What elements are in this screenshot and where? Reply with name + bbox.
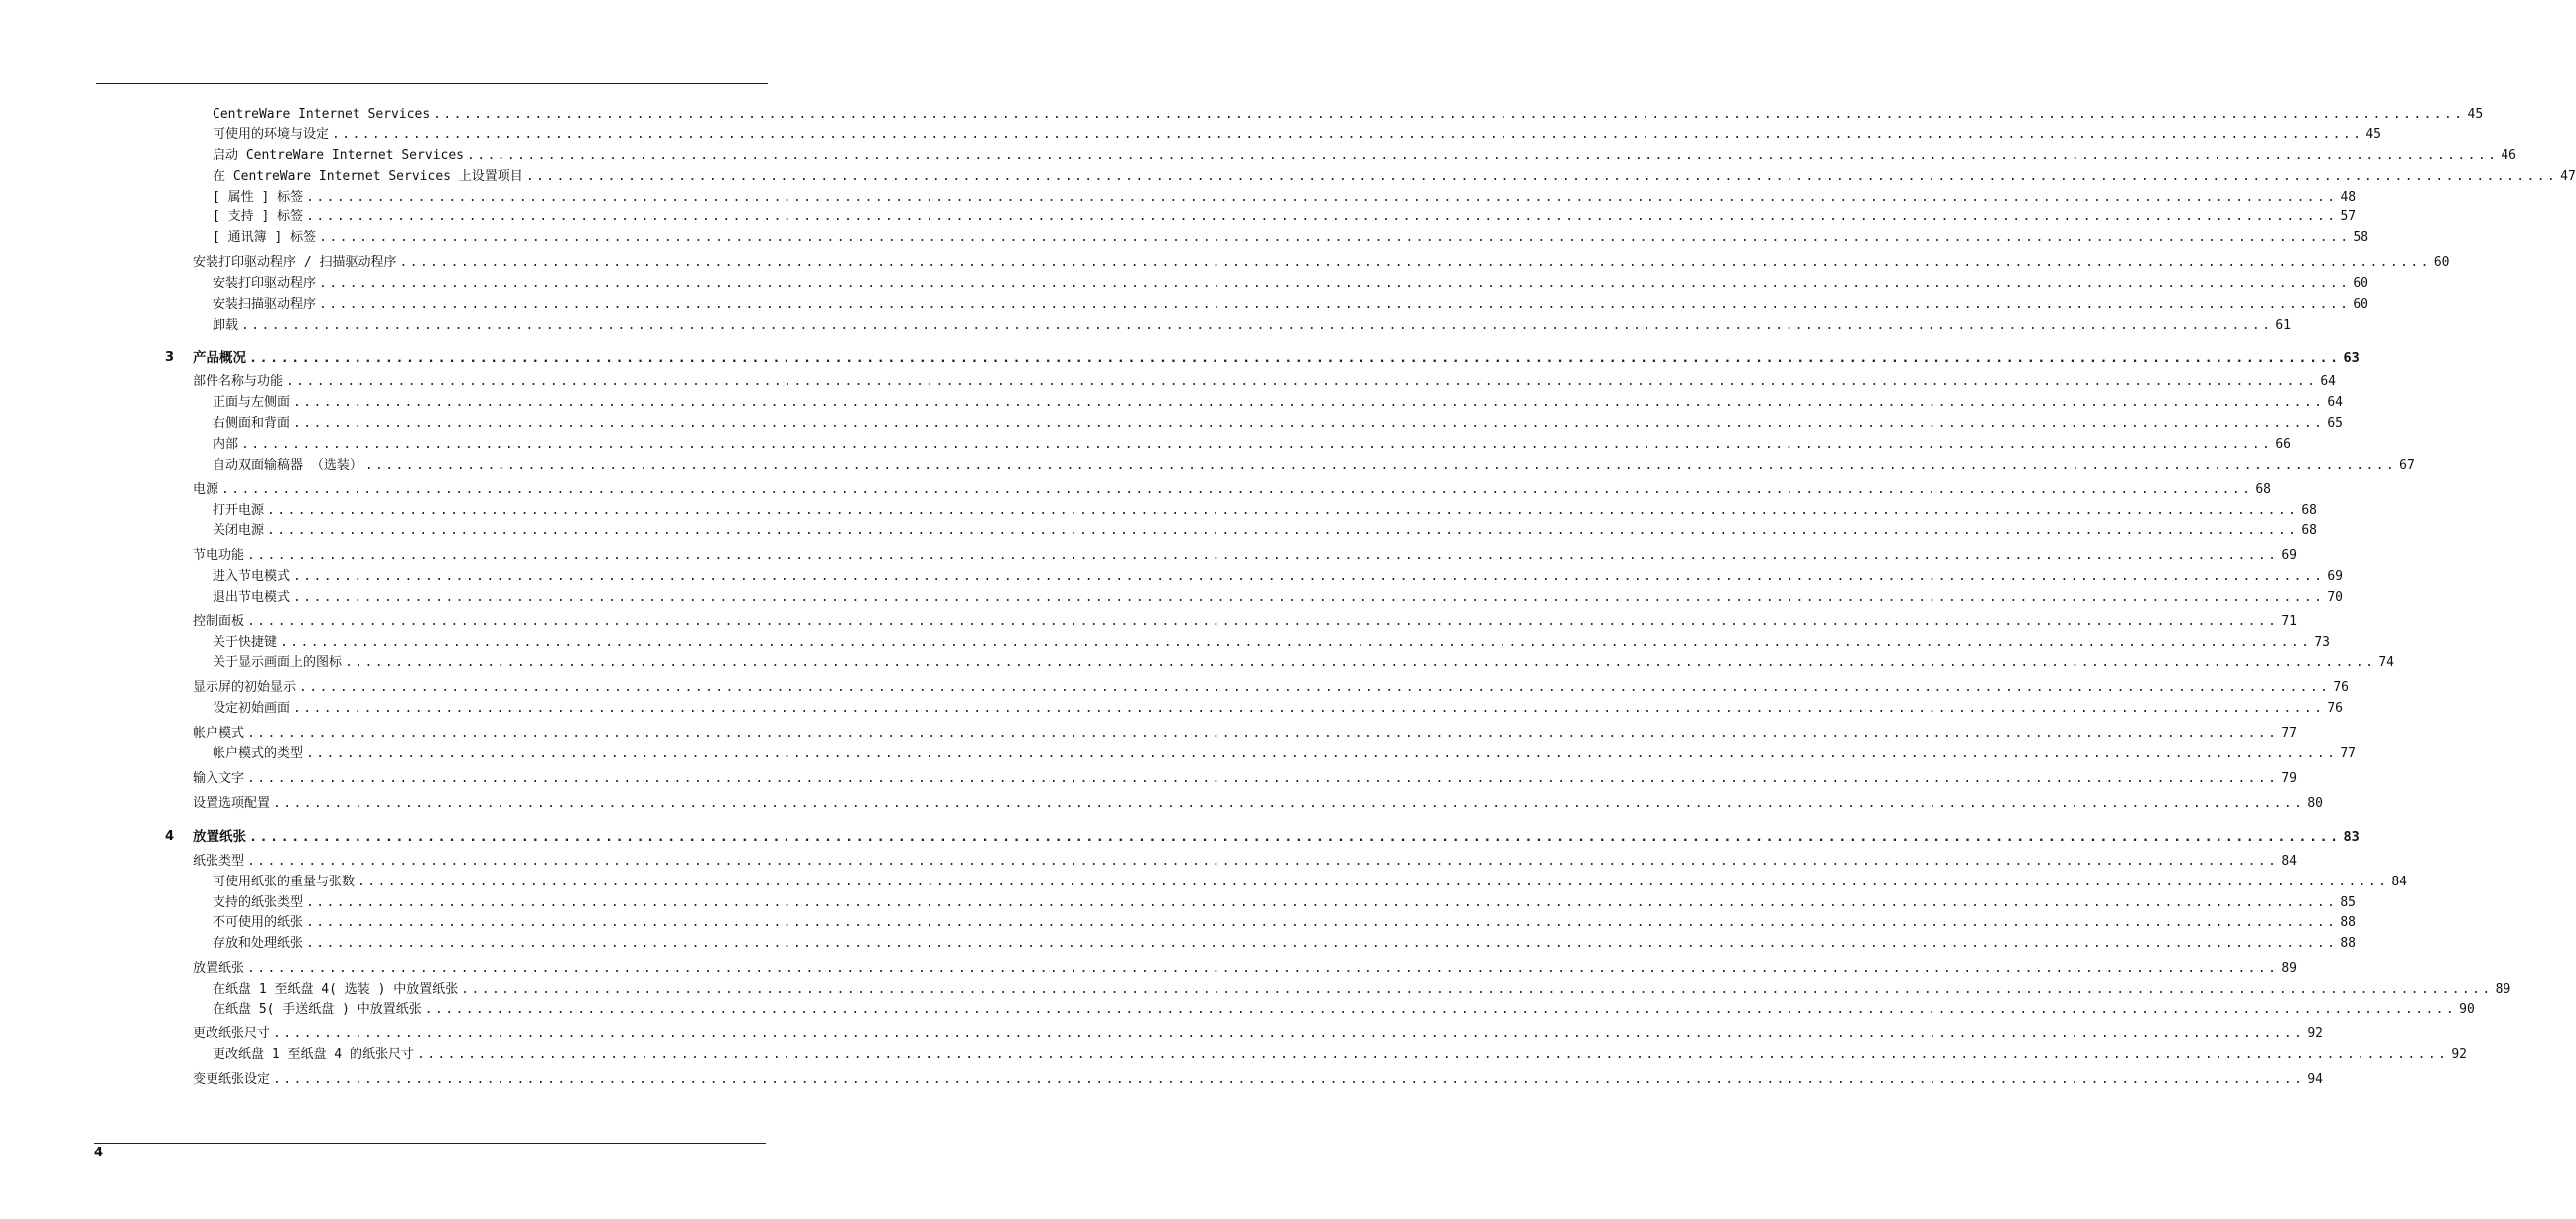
toc-subsection[interactable] <box>213 169 2576 185</box>
toc-title: CentreWare Internet Services <box>213 107 431 122</box>
toc-page-number: 70 <box>2327 590 2344 605</box>
toc-section[interactable] <box>193 374 2337 390</box>
toc-title: 产品概况 <box>193 350 246 366</box>
dot-leader: ........................................................................................................................................................................................................ <box>466 148 2499 163</box>
toc-title: 卸载 <box>213 318 239 333</box>
toc-title: [ 支持 ] 标签 <box>213 209 304 224</box>
toc-page-number: 68 <box>2301 503 2318 518</box>
toc-subsection[interactable] <box>213 416 2344 432</box>
toc-title: 不可使用的纸张 <box>213 915 304 930</box>
toc-chapter[interactable] <box>193 829 2360 845</box>
toc-page-number: 84 <box>2391 875 2408 889</box>
toc-page-number: 68 <box>2255 482 2272 497</box>
page-number: 4 <box>94 1146 104 1160</box>
toc-subsection[interactable] <box>213 701 2344 717</box>
dot-leader: ........................................................................................................................................................................................................ <box>416 1047 2449 1062</box>
toc-subsection[interactable] <box>213 746 2357 762</box>
dot-leader: ........................................................................................................................................................................................................ <box>249 350 2341 366</box>
toc-page-number: 66 <box>2275 437 2292 452</box>
toc-subsection[interactable] <box>213 895 2357 911</box>
dot-leader: ........................................................................................................................................................................................................ <box>358 875 2389 889</box>
toc-page-number: 47 <box>2560 169 2576 184</box>
chapter-number: 4 <box>165 829 175 844</box>
toc-subsection[interactable] <box>213 1002 2475 1017</box>
toc-page-number: 69 <box>2327 569 2344 584</box>
dot-leader: ........................................................................................................................................................................................................ <box>247 614 2279 629</box>
footer-rule <box>94 1143 766 1144</box>
dot-leader: ........................................................................................................................................................................................................ <box>247 771 2279 786</box>
dot-leader: ........................................................................................................................................................................................................ <box>293 416 2325 431</box>
toc-page-number: 60 <box>2353 276 2369 291</box>
toc-subsection[interactable] <box>213 635 2331 651</box>
toc-section[interactable] <box>193 1026 2324 1042</box>
dot-leader: ........................................................................................................................................................................................................ <box>433 107 2465 122</box>
toc-subsection[interactable] <box>213 230 2369 246</box>
toc-subsection[interactable] <box>213 1047 2467 1063</box>
dot-leader: ........................................................................................................................................................................................................ <box>306 746 2338 761</box>
dot-leader: ........................................................................................................................................................................................................ <box>273 1072 2305 1087</box>
toc-title: 设定初始画面 <box>213 701 291 716</box>
toc-title: 正面与左侧面 <box>213 395 291 410</box>
toc-page-number: 94 <box>2307 1072 2324 1087</box>
toc-page-number: 83 <box>2343 829 2360 845</box>
dot-leader: ........................................................................................................................................................................................................ <box>273 796 2305 811</box>
dot-leader: ........................................................................................................................................................................................................ <box>221 482 2253 497</box>
toc-subsection[interactable] <box>213 209 2357 225</box>
dot-leader: ........................................................................................................................................................................................................ <box>299 680 2331 695</box>
dot-leader: ........................................................................................................................................................................................................ <box>280 635 2312 650</box>
toc-page-number: 85 <box>2340 895 2357 910</box>
toc-page-number: 71 <box>2281 614 2298 629</box>
toc-page-number: 80 <box>2307 796 2324 811</box>
toc-title: 在纸盘 5( 手送纸盘 ) 中放置纸张 <box>213 1002 422 1016</box>
toc-page-number: 92 <box>2307 1026 2324 1041</box>
toc-section[interactable] <box>193 482 2272 498</box>
toc-section[interactable] <box>193 961 2298 977</box>
toc-subsection[interactable] <box>213 503 2318 519</box>
toc-title: 帐户模式 <box>193 726 245 741</box>
toc-title: [ 通讯簿 ] 标签 <box>213 230 317 245</box>
toc-title: 关于快捷键 <box>213 635 278 650</box>
toc-page-number: 67 <box>2399 458 2415 473</box>
dot-leader: ........................................................................................................................................................................................................ <box>293 569 2325 584</box>
toc-page-number: 79 <box>2281 771 2298 786</box>
toc-title: 在纸盘 1 至纸盘 4( 选装 ) 中放置纸张 <box>213 982 459 997</box>
toc-title: 退出节电模式 <box>213 590 291 605</box>
toc-subsection[interactable] <box>213 936 2357 952</box>
dot-leader: ........................................................................................................................................................................................................ <box>241 437 2273 452</box>
toc-page-number: 68 <box>2301 523 2318 538</box>
dot-leader: ........................................................................................................................................................................................................ <box>249 829 2341 845</box>
toc-title: 打开电源 <box>213 503 265 518</box>
toc-subsection[interactable] <box>213 107 2484 123</box>
toc-subsection[interactable] <box>213 458 2415 474</box>
toc-page-number: 90 <box>2459 1002 2475 1016</box>
dot-leader: ........................................................................................................................................................................................................ <box>293 590 2325 605</box>
toc-title: 放置纸张 <box>193 829 246 845</box>
dot-leader: ........................................................................................................................................................................................................ <box>461 982 2493 997</box>
toc-page-number: 45 <box>2365 127 2382 142</box>
toc-page-number: 89 <box>2281 961 2298 976</box>
dot-leader: ........................................................................................................................................................................................................ <box>364 458 2397 473</box>
toc-page-number: 73 <box>2314 635 2331 650</box>
toc-title: 输入文字 <box>193 771 245 786</box>
toc-section[interactable] <box>193 1072 2324 1088</box>
toc-subsection[interactable] <box>213 569 2344 585</box>
toc-title: 右侧面和背面 <box>213 416 291 431</box>
chapter-number: 3 <box>165 350 175 365</box>
toc-title: 安装扫描驱动程序 <box>213 297 317 312</box>
toc-page-number: 69 <box>2281 548 2298 563</box>
toc-title: 电源 <box>193 482 219 497</box>
dot-leader: ........................................................................................................................................................................................................ <box>267 523 2299 538</box>
dot-leader: ........................................................................................................................................................................................................ <box>306 915 2338 930</box>
toc-page-number: 60 <box>2433 255 2450 270</box>
toc-page-number: 64 <box>2327 395 2344 410</box>
toc-subsection[interactable] <box>213 190 2357 205</box>
dot-leader: ........................................................................................................................................................................................................ <box>319 276 2351 291</box>
dot-leader: ........................................................................................................................................................................................................ <box>332 127 2363 142</box>
dot-leader: ........................................................................................................................................................................................................ <box>319 230 2351 245</box>
toc-page-number: 46 <box>2501 148 2516 163</box>
toc-section[interactable] <box>193 854 2298 870</box>
toc-section[interactable] <box>193 548 2298 564</box>
toc-subsection[interactable] <box>213 875 2408 890</box>
dot-leader: ........................................................................................................................................................................................................ <box>399 255 2431 270</box>
toc-subsection[interactable] <box>213 297 2369 313</box>
dot-leader: ........................................................................................................................................................................................................ <box>286 374 2318 389</box>
toc-page-number: 60 <box>2353 297 2369 312</box>
toc-title: 变更纸张设定 <box>193 1072 271 1087</box>
toc-page-number: 76 <box>2327 701 2344 716</box>
toc-subsection[interactable] <box>213 127 2382 143</box>
dot-leader: ........................................................................................................................................................................................................ <box>267 503 2299 518</box>
toc-page-number: 92 <box>2451 1047 2467 1062</box>
toc-title: 进入节电模式 <box>213 569 291 584</box>
toc-title: 存放和处理纸张 <box>213 936 304 951</box>
toc-subsection[interactable] <box>213 276 2369 292</box>
dot-leader: ........................................................................................................................................................................................................ <box>306 895 2338 910</box>
toc-page-number: 88 <box>2340 915 2357 930</box>
dot-leader: ........................................................................................................................................................................................................ <box>247 726 2279 741</box>
toc-page-number: 89 <box>2495 982 2511 997</box>
dot-leader: ........................................................................................................................................................................................................ <box>319 297 2351 312</box>
toc-title: [ 属性 ] 标签 <box>213 190 304 204</box>
toc-subsection[interactable] <box>213 318 2292 334</box>
toc-title: 部件名称与功能 <box>193 374 284 389</box>
toc-title: 放置纸张 <box>193 961 245 976</box>
toc-title: 自动双面输稿器 （选装） <box>213 458 362 473</box>
toc-title: 可使用纸张的重量与张数 <box>213 875 356 889</box>
toc-subsection[interactable] <box>213 982 2511 998</box>
toc-subsection[interactable] <box>213 655 2395 671</box>
toc-page-number: 74 <box>2378 655 2395 670</box>
toc-page-number: 58 <box>2353 230 2369 245</box>
dot-leader: ........................................................................................................................................................................................................ <box>306 936 2338 951</box>
toc-title: 启动 CentreWare Internet Services <box>213 148 464 163</box>
toc-title: 纸张类型 <box>193 854 245 869</box>
dot-leader: ........................................................................................................................................................................................................ <box>241 318 2273 333</box>
toc-title: 支持的纸张类型 <box>213 895 304 910</box>
dot-leader: ........................................................................................................................................................................................................ <box>247 548 2279 563</box>
toc-title: 安装打印驱动程序 / 扫描驱动程序 <box>193 255 397 270</box>
toc-title: 安装打印驱动程序 <box>213 276 317 291</box>
toc-title: 帐户模式的类型 <box>213 746 304 761</box>
toc-page-number: 77 <box>2281 726 2298 741</box>
dot-leader: ........................................................................................................................................................................................................ <box>247 961 2279 976</box>
toc-subsection[interactable] <box>213 523 2318 539</box>
toc-title: 内部 <box>213 437 239 452</box>
toc-title: 设置选项配置 <box>193 796 271 811</box>
dot-leader: ........................................................................................................................................................................................................ <box>345 655 2376 670</box>
toc-title: 更改纸张尺寸 <box>193 1026 271 1041</box>
dot-leader: ........................................................................................................................................................................................................ <box>273 1026 2305 1041</box>
dot-leader: ........................................................................................................................................................................................................ <box>293 395 2325 410</box>
toc-section[interactable] <box>193 771 2298 787</box>
toc-section[interactable] <box>193 255 2450 271</box>
toc-title: 关闭电源 <box>213 523 265 538</box>
toc-subsection[interactable] <box>213 915 2357 931</box>
dot-leader: ........................................................................................................................................................................................................ <box>306 209 2338 224</box>
toc-title: 显示屏的初始显示 <box>193 680 297 695</box>
dot-leader: ........................................................................................................................................................................................................ <box>525 169 2558 184</box>
toc-subsection[interactable] <box>213 590 2344 606</box>
toc-chapter[interactable] <box>193 350 2360 366</box>
toc-page-number: 64 <box>2320 374 2337 389</box>
dot-leader: ........................................................................................................................................................................................................ <box>293 701 2325 716</box>
toc-page-number: 45 <box>2467 107 2484 122</box>
toc-title: 可使用的环境与设定 <box>213 127 330 142</box>
toc-title: 在 CentreWare Internet Services 上设置项目 <box>213 169 523 184</box>
toc-title: 关于显示画面上的图标 <box>213 655 343 670</box>
toc-subsection[interactable] <box>213 437 2292 453</box>
toc-page-number: 77 <box>2340 746 2357 761</box>
dot-leader: ........................................................................................................................................................................................................ <box>247 854 2279 869</box>
toc-title: 控制面板 <box>193 614 245 629</box>
toc-subsection[interactable] <box>213 395 2344 411</box>
toc-page-number: 48 <box>2340 190 2357 204</box>
toc-page-number: 61 <box>2275 318 2292 333</box>
dot-leader: ........................................................................................................................................................................................................ <box>424 1002 2457 1016</box>
toc-page-number: 84 <box>2281 854 2298 869</box>
toc-subsection[interactable] <box>213 148 2516 164</box>
toc-section[interactable] <box>193 726 2298 742</box>
toc-section[interactable] <box>193 614 2298 630</box>
toc-page-number: 88 <box>2340 936 2357 951</box>
toc-page-number: 57 <box>2340 209 2357 224</box>
toc-title: 更改纸盘 1 至纸盘 4 的纸张尺寸 <box>213 1047 414 1062</box>
toc-page-number: 63 <box>2343 350 2360 366</box>
toc-page-number: 76 <box>2333 680 2350 695</box>
toc-section[interactable] <box>193 680 2350 696</box>
toc-section[interactable] <box>193 796 2324 812</box>
dot-leader: ........................................................................................................................................................................................................ <box>306 190 2338 204</box>
toc-title: 节电功能 <box>193 548 245 563</box>
toc-page-number: 65 <box>2327 416 2344 431</box>
